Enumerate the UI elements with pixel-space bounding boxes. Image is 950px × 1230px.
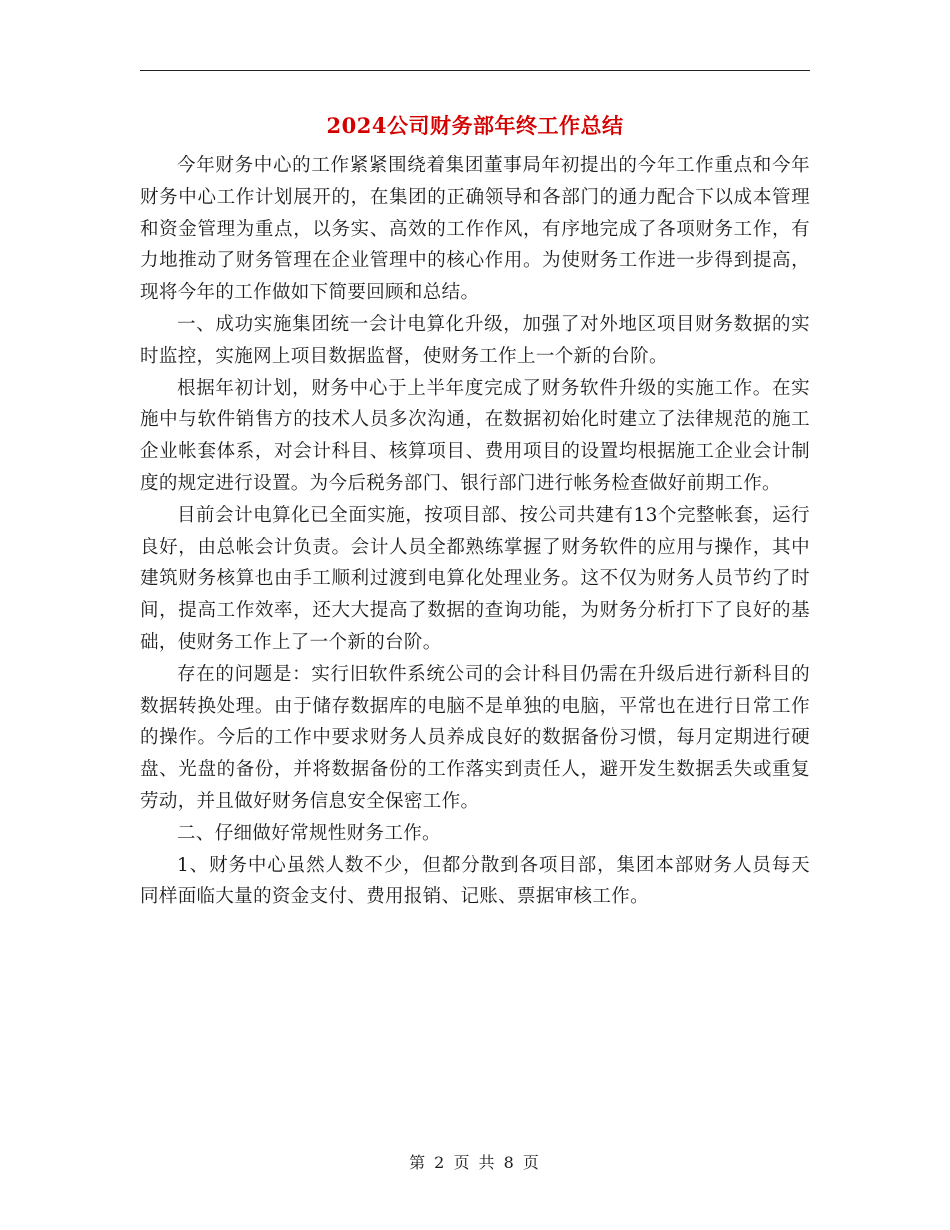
document-title: 2024公司财务部年终工作总结 (326, 113, 624, 138)
paragraph-existing-problems: 存在的问题是：实行旧软件系统公司的会计科目仍需在升级后进行新科目的数据转换处理。由于储存数据库的电脑不是单独的电脑，平常也在进行日常工作的操作。今后的工作中要求财务人员养成良好的数据备份习惯，每月定期进行硬盘、光盘的备份，并将数据备份的工作落实到责任人，避开发生数据丢失或重复劳动，并且做好财务信息安全保密工作。 (140, 663, 810, 812)
document-body (140, 150, 810, 913)
paragraph-computerization-status: 目前会计电算化已全面实施，按项目部、按公司共建有13个完整帐套，运行良好，由总帐会计负责。会计人员全都熟练掌握了财务软件的应用与操作，其中建筑财务核算也由手工顺利过渡到电算化处理业务。这不仅为财务人员节约了时间，提高工作效率，还大大提高了数据的查询功能，为财务分析打下了良好的基础，使财务工作上了一个新的台阶。 (140, 504, 810, 653)
page-number-footer: 第 2 页 共 8 页 (409, 1153, 541, 1172)
paragraph-intro: 今年财务中心的工作紧紧围绕着集团董事局年初提出的今年工作重点和今年财务中心工作计划展开的，在集团的正确领导和各部门的通力配合下以成本管理和资金管理为重点，以务实、高效的工作作风，有序地完成了各项财务工作，有力地推动了财务管理在企业管理中的核心作用。为使财务工作进一步得到提高，现将今年的工作做如下简要回顾和总结。 (140, 155, 810, 304)
paragraph-item-1: 1、财务中心虽然人数不少，但都分散到各项目部，集团本部财务人员每天同样面临大量的资金支付、费用报销、记账、票据审核工作。 (140, 854, 810, 908)
paragraph-section-1-heading: 一、成功实施集团统一会计电算化升级，加强了对外地区项目财务数据的实时监控，实施网上项目数据监督，使财务工作上一个新的台阶。 (140, 313, 810, 367)
paragraph-section-2-heading: 二、仔细做好常规性财务工作。 (177, 822, 441, 844)
paragraph-software-upgrade: 根据年初计划，财务中心于上半年度完成了财务软件升级的实施工作。在实施中与软件销售方的技术人员多次沟通，在数据初始化时建立了法律规范的施工企业帐套体系，对会计科目、核算项目、费用项目的设置均根据施工企业会计制度的规定进行设置。为今后税务部门、银行部门进行帐务检查做好前期工作。 (140, 377, 810, 494)
header-rule (140, 70, 810, 71)
